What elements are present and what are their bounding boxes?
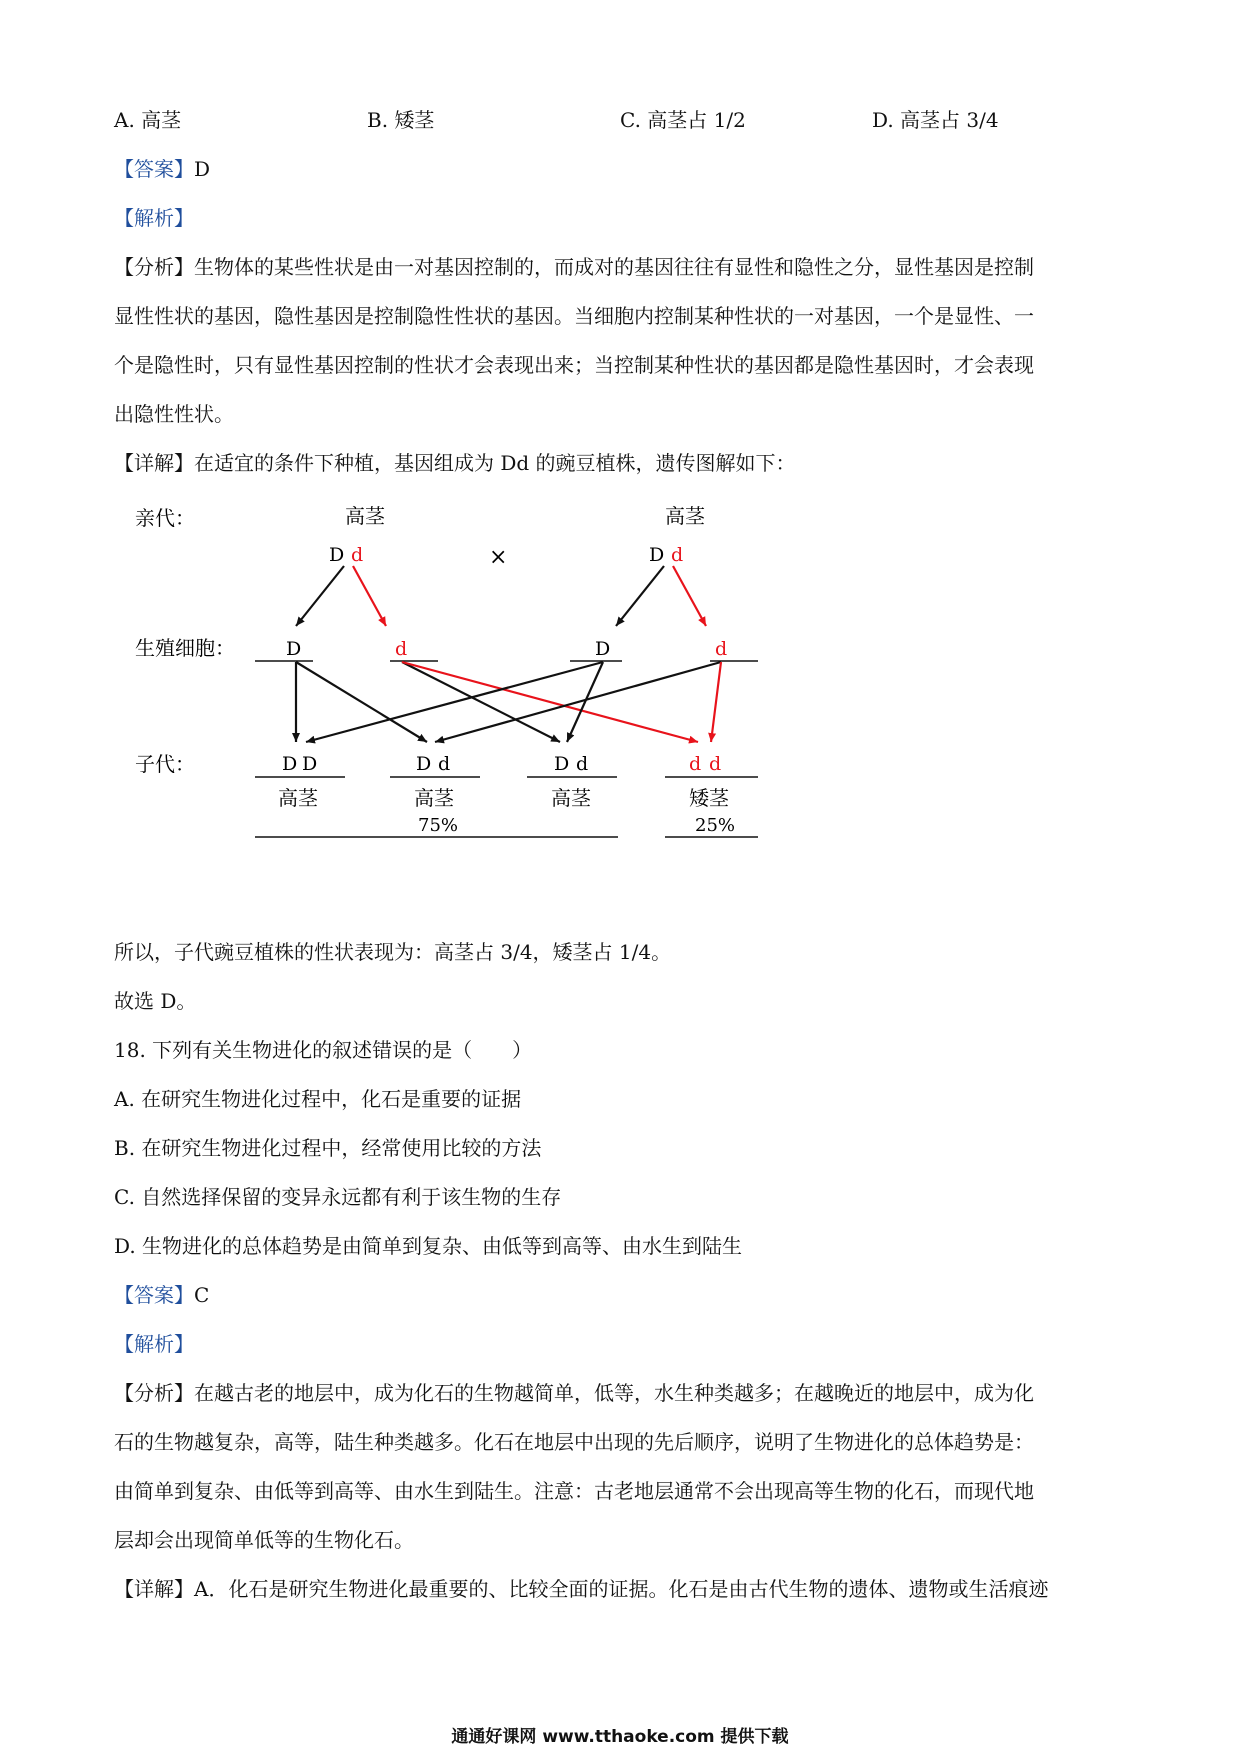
- offspring-3-gene-b: d: [576, 753, 589, 775]
- answer-label: 【答案】: [114, 1283, 194, 1307]
- q17-option-b: B. 矮茎: [367, 108, 435, 132]
- xiangjie-label: 【详解】: [114, 451, 194, 475]
- q18-question: 18. 下列有关生物进化的叙述错误的是（ ）: [114, 1038, 533, 1062]
- q18-fenxi-line-3: 由简单到复杂、由低等到高等、由水生到陆生。注意：古老地层通常不会出现高等生物的化石，而现代地: [114, 1479, 1034, 1503]
- gamete-3: D: [595, 638, 611, 660]
- gamete-1: D: [286, 638, 302, 660]
- q17-choose: 故选 D。: [114, 989, 197, 1013]
- parent1-trait: 高茎: [345, 504, 385, 528]
- xiangjie-text: 在适宜的条件下种植，基因组成为 Dd 的豌豆植株，遗传图解如下：: [194, 451, 796, 475]
- arrow-parent1-to-gamete-recessive: [353, 566, 386, 626]
- offspring-4-trait: 矮茎: [689, 786, 729, 810]
- q18-option-b: B. 在研究生物进化过程中，经常使用比较的方法: [114, 1136, 542, 1160]
- parent2-gene-d-recessive: d: [671, 544, 684, 566]
- q17-option-d: D. 高茎占 3/4: [872, 108, 999, 132]
- q18-fenxi-line-1: [114, 1379, 1034, 1407]
- q17-conclusion: 所以，子代豌豆植株的性状表现为：高茎占 3/4，矮茎占 1/4。: [114, 940, 672, 964]
- q18-option-c: C. 自然选择保留的变异永远都有利于该生物的生存: [114, 1185, 562, 1209]
- page-footer: 通通好课网 www.tthaoke.com 提供下载: [451, 1727, 789, 1747]
- q17-analysis-label: 【解析】: [114, 206, 194, 230]
- q17-fenxi-line-2: 显性性状的基因，隐性基因是控制隐性性状的基因。当细胞内控制某种性状的一对基因，一个是显性、一: [114, 304, 1034, 328]
- parent1-gene-d-recessive: d: [351, 544, 364, 566]
- answer-value: C: [194, 1283, 210, 1307]
- offspring-4-gene-b: d: [709, 753, 722, 775]
- gamete-label: 生殖细胞：: [135, 636, 235, 660]
- parent2-trait: 高茎: [665, 504, 705, 528]
- q18-option-d: D. 生物进化的总体趋势是由简单到复杂、由低等到高等、由水生到陆生: [114, 1234, 743, 1258]
- parent1-gene-d-dominant: D: [329, 544, 345, 566]
- offspring-generation-label: 子代：: [135, 752, 195, 776]
- q18-answer: [114, 1281, 209, 1309]
- gamete-4: d: [715, 638, 728, 660]
- offspring-3-trait: 高茎: [551, 786, 591, 810]
- offspring-2-trait: 高茎: [414, 786, 454, 810]
- answer-label: 【答案】: [114, 157, 194, 181]
- offspring-3-gene-a: D: [554, 753, 570, 775]
- q18-analysis-label: 【解析】: [114, 1332, 194, 1356]
- q18-xiangjie: [114, 1575, 1048, 1603]
- arrow-g3-to-o1: [306, 662, 603, 742]
- fenxi-label: 【分析】: [114, 255, 194, 279]
- arrow-parent1-to-gamete-d: [296, 566, 344, 626]
- xiangjie-label: 【详解】: [114, 1577, 194, 1601]
- fenxi-text: 在越古老的地层中，成为化石的生物越简单，低等，水生种类越多；在越晚近的地层中，成为化: [194, 1381, 1034, 1405]
- arrow-parent2-to-gamete-recessive: [673, 566, 706, 626]
- offspring-1-trait: 高茎: [278, 786, 318, 810]
- q17-answer: [114, 155, 210, 183]
- arrow-g4-to-o2: [435, 662, 721, 742]
- offspring-4-gene-a: d: [689, 753, 702, 775]
- q17-fenxi-line-1: [114, 253, 1034, 281]
- arrow-g2-to-o4: [402, 662, 698, 742]
- genetic-cross-diagram: [120, 495, 780, 850]
- offspring-2-gene-a: D: [416, 753, 432, 775]
- tall-percentage: 75%: [418, 815, 459, 836]
- xiangjie-text: A．化石是研究生物进化最重要的、比较全面的证据。化石是由古代生物的遗体、遗物或生活痕迹: [194, 1577, 1049, 1601]
- arrow-g3-to-o3: [567, 662, 603, 742]
- arrow-g4-to-o4: [711, 662, 721, 742]
- q18-fenxi-line-4: 层却会出现简单低等的生物化石。: [114, 1528, 414, 1552]
- q17-option-a: A. 高茎: [114, 108, 182, 132]
- q17-fenxi-line-3: 个是隐性时，只有显性基因控制的性状才会表现出来；当控制某种性状的基因都是隐性基因时，才会表现: [114, 353, 1034, 377]
- q17-fenxi-line-4: 出隐性性状。: [114, 402, 234, 426]
- q18-fenxi-line-2: 石的生物越复杂，高等，陆生种类越多。化石在地层中出现的先后顺序，说明了生物进化的总体趋势是：: [114, 1430, 1034, 1454]
- fenxi-text: 生物体的某些性状是由一对基因控制的，而成对的基因往往有显性和隐性之分，显性基因是控制: [194, 255, 1034, 279]
- offspring-1-gene-a: D: [282, 753, 298, 775]
- arrow-g1-to-o2: [296, 662, 427, 742]
- q17-xiangjie: [114, 449, 796, 477]
- q17-option-c: C. 高茎占 1/2: [620, 108, 746, 132]
- offspring-1-gene-b: D: [302, 753, 318, 775]
- gamete-2: d: [395, 638, 408, 660]
- cross-symbol: ×: [489, 545, 508, 570]
- parent2-gene-d-dominant: D: [649, 544, 665, 566]
- arrow-parent2-to-gamete-d: [616, 566, 664, 626]
- short-percentage: 25%: [695, 815, 736, 836]
- answer-value: D: [194, 157, 211, 181]
- q18-option-a: A. 在研究生物进化过程中，化石是重要的证据: [114, 1087, 522, 1111]
- fenxi-label: 【分析】: [114, 1381, 194, 1405]
- offspring-2-gene-b: d: [438, 753, 451, 775]
- parent-generation-label: 亲代：: [135, 506, 195, 530]
